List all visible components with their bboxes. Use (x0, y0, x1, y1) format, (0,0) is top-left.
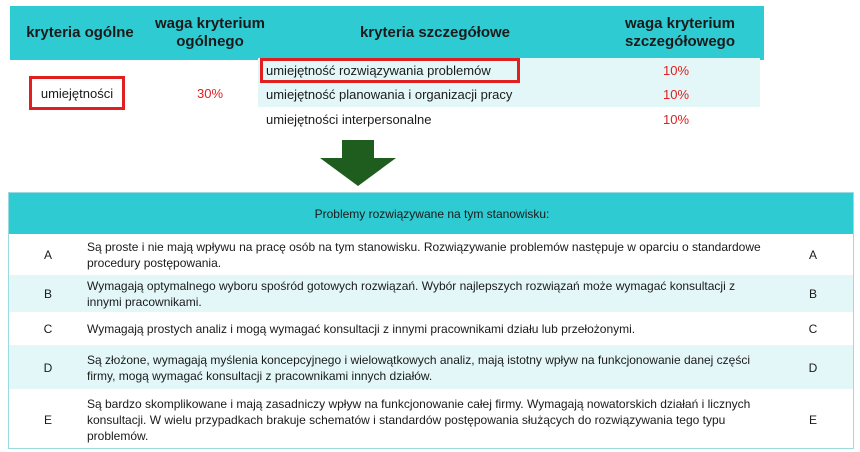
detail-criterion-label: umiejętność rozwiązywania problemów (266, 63, 491, 78)
table-row (9, 274, 854, 313)
row-code: B (43, 287, 52, 301)
header-detailed-criteria: kryteria szczegółowe (359, 24, 511, 41)
row-code-right: A (808, 248, 817, 262)
detail-criterion-weight: 10% (662, 112, 690, 127)
detail-criterion-weight: 10% (662, 87, 690, 102)
detail-criterion-weight: 10% (662, 63, 690, 78)
row-code-right: C (808, 322, 818, 336)
general-criterion-label: umiejętności (40, 85, 114, 101)
problems-title: Problemy rozwiązywane na tym stanowisku: (9, 193, 854, 234)
header-detailed-weight: waga kryterium szczegółowego (624, 15, 736, 50)
row-code: C (43, 322, 53, 336)
row-description: Wymagają optymalnego wyboru spośród gotowych rozwiązań. Wybór najlepszych rozwiązań może wymagać konsultacji z innymi pracownikami. (87, 279, 736, 309)
row-code: D (43, 360, 53, 375)
row-code-right: B (808, 287, 817, 301)
row-code: E (43, 413, 52, 427)
table-row (9, 389, 854, 449)
detail-criterion-label: umiejętność planowania i organizacji pracy (266, 87, 513, 102)
table-row (9, 234, 854, 275)
header-general-weight: waga kryterium ogólnego (154, 15, 266, 50)
down-arrow-icon (320, 140, 396, 186)
row-description: Są złożone, wymagają myślenia koncepcyjnego i wielowątkowych analiz, mają istotny wpływ na funkcjonowanie danej części firmy, mogą wymagać konsultacji z pracownikami innych działów. (87, 352, 750, 383)
row-description: Są bardzo skomplikowane i mają zasadniczy wpływ na funkcjonowanie całej firmy. Wymagają nowatorskich działań i licznych konsultacji. W wielu przypadkach brakuje schematów i standardów postępowania służących do rozwiązywania tego typu problemów. (87, 397, 751, 443)
table-row (9, 344, 854, 390)
detail-criterion-label: umiejętności interpersonalne (266, 112, 432, 127)
header-general-criteria: kryteria ogólne (26, 24, 134, 41)
row-description: Wymagają prostych analiz i mogą wymagać konsultacji z innymi pracownikami działu lub przełożonymi. (87, 322, 636, 336)
row-code-right: E (808, 413, 817, 427)
general-criterion-weight: 30% (196, 86, 224, 101)
criteria-header (10, 6, 764, 60)
row-code: A (43, 248, 52, 262)
table-row (9, 312, 854, 345)
problems-table (8, 192, 854, 449)
row-description: Są proste i nie mają wpływu na pracę osób na tym stanowisku. Rozwiązywanie problemów następuje w oparciu o standardowe procedury postępowania. (87, 240, 761, 270)
row-code-right: D (808, 360, 818, 375)
general-criterion-cell (29, 76, 125, 110)
